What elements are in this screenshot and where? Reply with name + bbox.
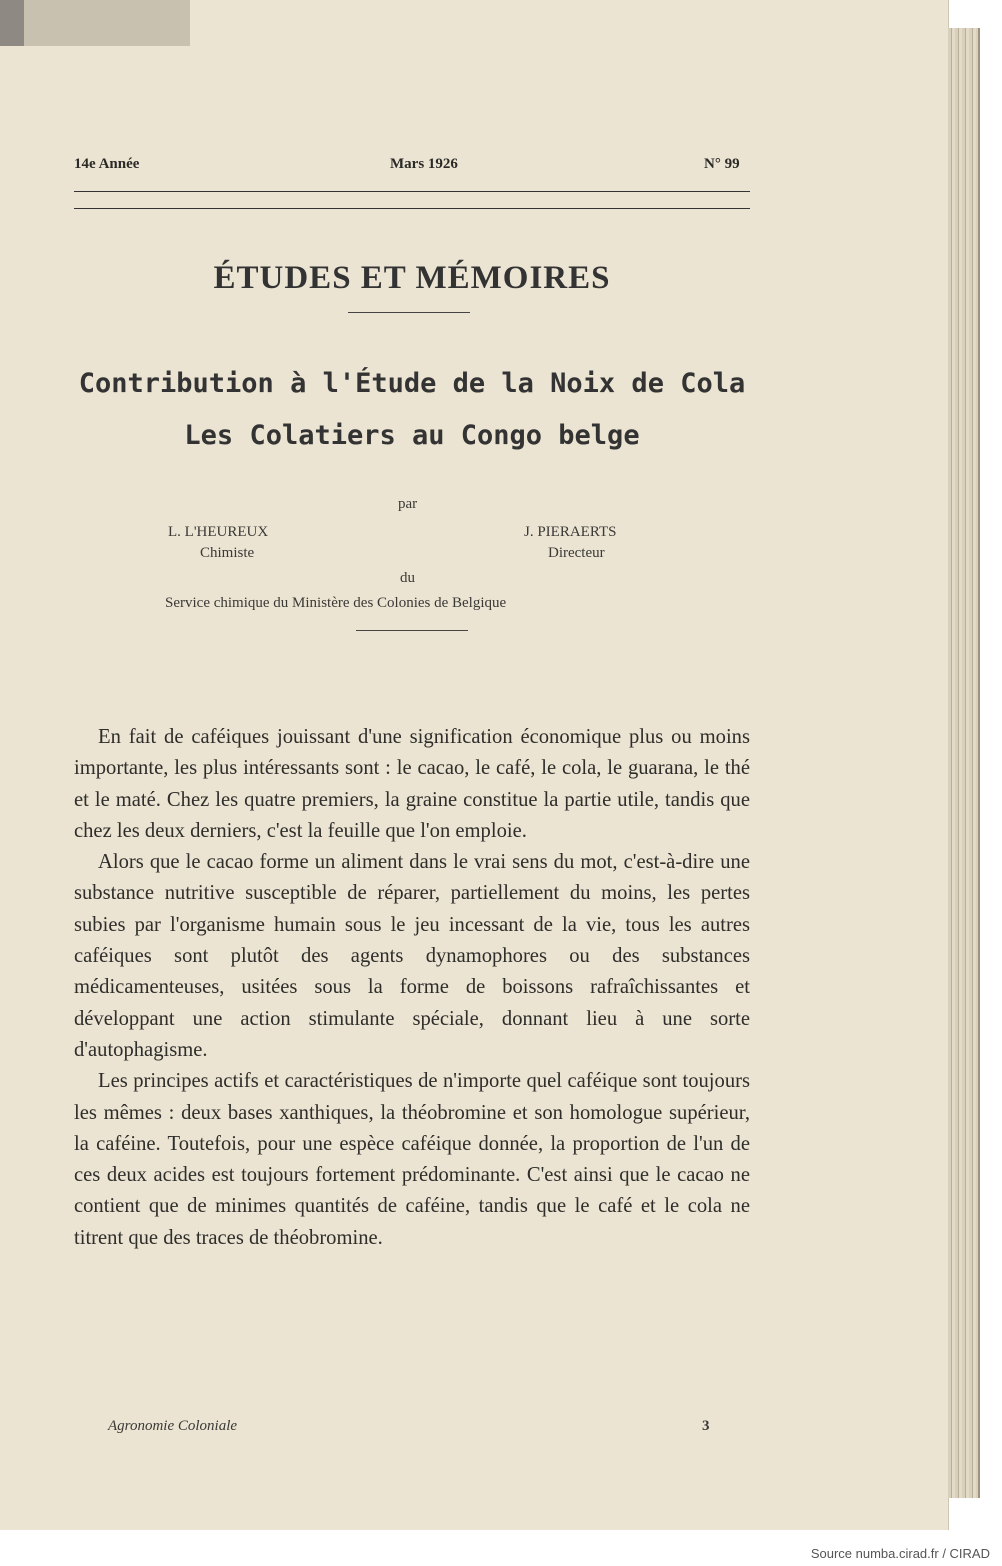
header-rule-top	[74, 191, 750, 192]
footer-journal-name: Agronomie Coloniale	[108, 1418, 238, 1434]
body-paragraph-3: Les principes actifs et caractéristiques de n'importe quel caféique sont toujours les mêmes : deux bases xanthiques, la théobromine et son homologue supérieur, la caféine. Toutefois, pour une espèce caféique donnée, la proportion de l'un de ces deux acides est toujours fortement prédominante. C'est ainsi que le cacao ne contient que de minimes quantités de caféine, tandis que le café et le cola ne titrent que des traces de théobromine.	[74, 1070, 750, 1249]
article-title-line2: Les Colatiers au Congo belge	[184, 420, 640, 451]
article-title-line1: Contribution à l'Étude de la Noix de Cola	[78, 368, 746, 399]
author2-name: J. PIERAERTS	[524, 524, 617, 540]
section-divider	[348, 312, 470, 313]
author1-name: L. L'HEUREUX	[168, 524, 269, 540]
footer-page-number: 3	[702, 1418, 710, 1434]
scan-edge	[0, 0, 24, 46]
year-label: 14e Année	[74, 156, 140, 172]
author2-role: Directeur	[548, 545, 605, 561]
issue-header	[74, 156, 754, 178]
page-tab-strip	[0, 0, 190, 46]
source-credit: Source numba.cirad.fr / CIRAD	[810, 1546, 990, 1561]
byline-divider	[356, 630, 468, 631]
date-label: Mars 1926	[390, 156, 458, 172]
article-body	[74, 722, 750, 1254]
by-label: par	[398, 496, 418, 512]
affiliation: Service chimique du Ministère des Colonies de Belgique	[165, 595, 507, 611]
issue-number: N° 99	[704, 156, 740, 172]
du-label: du	[400, 570, 415, 586]
author1-role: Chimiste	[200, 545, 255, 561]
book-page-edges	[948, 28, 980, 1498]
body-paragraph-2: Alors que le cacao forme un aliment dans le vrai sens du mot, c'est-à-dire une substance nutritive susceptible de réparer, partiellement du moins, les pertes subies par l'organisme humain sous le jeu incessant de la vie, tous les autres caféiques sont plutôt des agents dynamophores ou des substances médicamenteuses, usitées sous la forme de boissons rafraîchissantes et développant une action stimulante spéciale, donnant lieu à une sorte d'autophagisme.	[74, 851, 750, 1061]
header-rule-bottom	[74, 208, 750, 209]
body-paragraph-1: En fait de caféiques jouissant d'une signification économique plus ou moins importante, les plus intéressants sont : le cacao, le café, le cola, le guarana, le thé et le maté. Chez les quatre premiers, la graine constitue la partie utile, tandis que chez les deux derniers, c'est la feuille que l'on emploie.	[74, 726, 750, 842]
section-title: ÉTUDES ET MÉMOIRES	[213, 260, 611, 296]
